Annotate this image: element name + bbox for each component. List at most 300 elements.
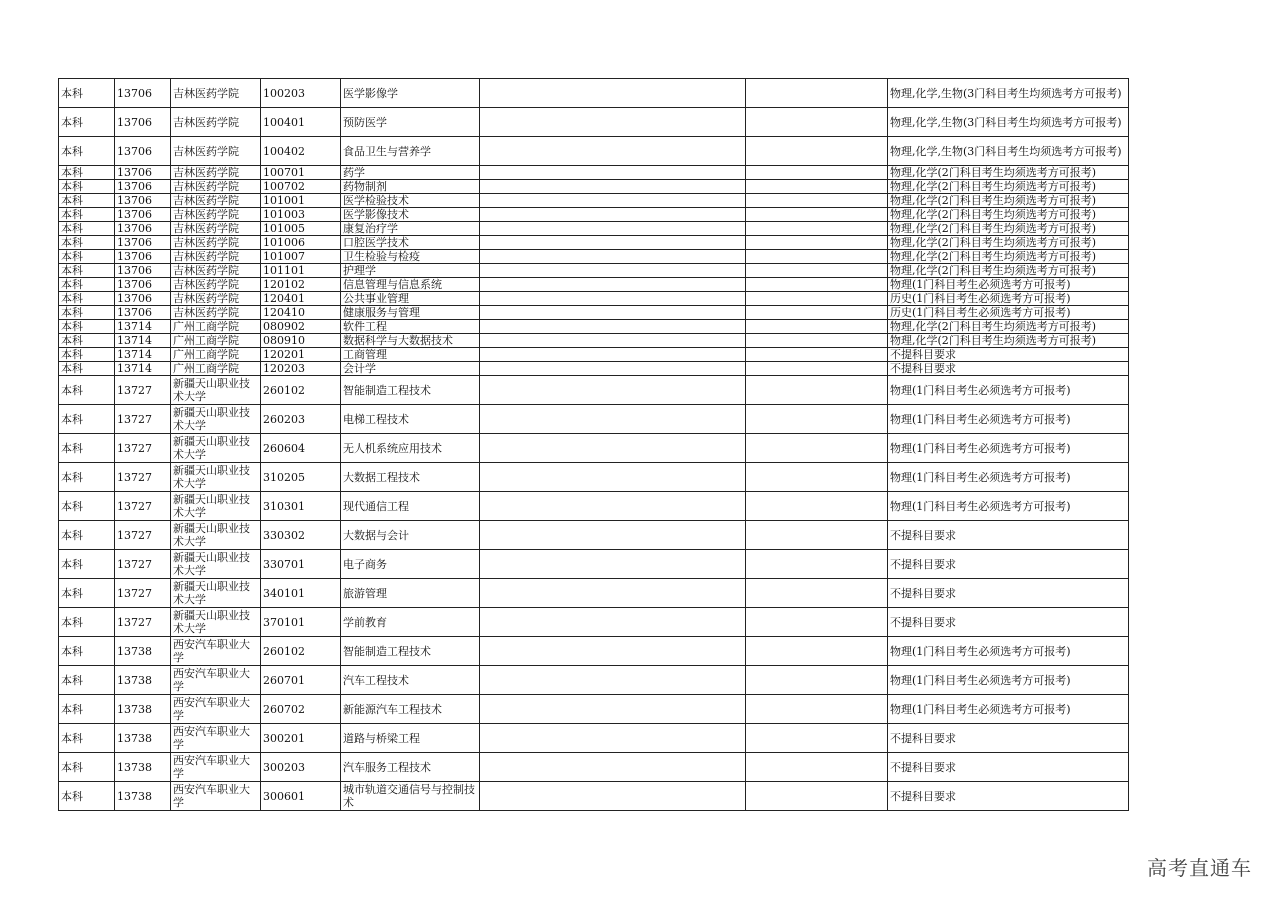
- school-name-cell: 西安汽车职业大学: [171, 782, 261, 811]
- remark-cell: [480, 724, 746, 753]
- table-row: [59, 292, 1129, 306]
- level-cell: 本科: [59, 362, 115, 376]
- major-code-cell: 310301: [261, 492, 341, 521]
- major-name-cell: 护理学: [341, 264, 480, 278]
- remark-cell: [480, 434, 746, 463]
- level-cell: 本科: [59, 782, 115, 811]
- school-code-cell: 13738: [115, 724, 171, 753]
- school-code-cell: 13727: [115, 550, 171, 579]
- school-code-cell: 13727: [115, 492, 171, 521]
- plan-cell: [746, 695, 888, 724]
- school-code-cell: 13714: [115, 320, 171, 334]
- school-code-cell: 13727: [115, 608, 171, 637]
- school-code-cell: 13706: [115, 264, 171, 278]
- major-code-cell: 300201: [261, 724, 341, 753]
- level-cell: 本科: [59, 405, 115, 434]
- plan-cell: [746, 236, 888, 250]
- school-code-cell: 13706: [115, 137, 171, 166]
- plan-cell: [746, 180, 888, 194]
- school-name-cell: 西安汽车职业大学: [171, 695, 261, 724]
- remark-cell: [480, 637, 746, 666]
- subject-requirement-cell: 物理,化学(2门科目考生均须选考方可报考): [888, 222, 1129, 236]
- remark-cell: [480, 463, 746, 492]
- subject-requirement-cell: 不提科目要求: [888, 782, 1129, 811]
- school-code-cell: 13706: [115, 166, 171, 180]
- subject-requirement-cell: 物理,化学(2门科目考生均须选考方可报考): [888, 334, 1129, 348]
- remark-cell: [480, 405, 746, 434]
- major-name-cell: 康复治疗学: [341, 222, 480, 236]
- remark-cell: [480, 194, 746, 208]
- major-code-cell: 120203: [261, 362, 341, 376]
- remark-cell: [480, 550, 746, 579]
- subject-requirement-cell: 物理,化学(2门科目考生均须选考方可报考): [888, 264, 1129, 278]
- plan-cell: [746, 637, 888, 666]
- remark-cell: [480, 579, 746, 608]
- subject-requirement-cell: 物理(1门科目考生必须选考方可报考): [888, 666, 1129, 695]
- major-code-cell: 260102: [261, 637, 341, 666]
- level-cell: 本科: [59, 521, 115, 550]
- school-name-cell: 广州工商学院: [171, 320, 261, 334]
- school-code-cell: 13727: [115, 376, 171, 405]
- remark-cell: [480, 348, 746, 362]
- subject-requirement-cell: 物理(1门科目考生必须选考方可报考): [888, 405, 1129, 434]
- level-cell: 本科: [59, 208, 115, 222]
- major-code-cell: 120410: [261, 306, 341, 320]
- plan-cell: [746, 79, 888, 108]
- school-name-cell: 西安汽车职业大学: [171, 753, 261, 782]
- subject-requirement-cell: 物理(1门科目考生必须选考方可报考): [888, 695, 1129, 724]
- school-code-cell: 13706: [115, 180, 171, 194]
- level-cell: 本科: [59, 434, 115, 463]
- major-name-cell: 电子商务: [341, 550, 480, 579]
- level-cell: 本科: [59, 222, 115, 236]
- subject-requirement-cell: 物理(1门科目考生必须选考方可报考): [888, 278, 1129, 292]
- school-name-cell: 西安汽车职业大学: [171, 724, 261, 753]
- major-code-cell: 100203: [261, 79, 341, 108]
- school-name-cell: 吉林医药学院: [171, 137, 261, 166]
- remark-cell: [480, 292, 746, 306]
- table-row: [59, 306, 1129, 320]
- major-code-cell: 080902: [261, 320, 341, 334]
- school-code-cell: 13738: [115, 782, 171, 811]
- major-code-cell: 300203: [261, 753, 341, 782]
- subject-requirement-cell: 不提科目要求: [888, 550, 1129, 579]
- school-name-cell: 新疆天山职业技术大学: [171, 521, 261, 550]
- enrollment-table: [58, 78, 1129, 811]
- plan-cell: [746, 463, 888, 492]
- remark-cell: [480, 278, 746, 292]
- major-name-cell: 汽车服务工程技术: [341, 753, 480, 782]
- table-row: [59, 208, 1129, 222]
- table-row: [59, 79, 1129, 108]
- subject-requirement-cell: 物理,化学(2门科目考生均须选考方可报考): [888, 236, 1129, 250]
- major-code-cell: 300601: [261, 782, 341, 811]
- major-code-cell: 120201: [261, 348, 341, 362]
- remark-cell: [480, 208, 746, 222]
- subject-requirement-cell: 历史(1门科目考生必须选考方可报考): [888, 292, 1129, 306]
- major-code-cell: 260203: [261, 405, 341, 434]
- table-row: [59, 222, 1129, 236]
- school-code-cell: 13706: [115, 292, 171, 306]
- major-code-cell: 120102: [261, 278, 341, 292]
- level-cell: 本科: [59, 166, 115, 180]
- table-body: [59, 79, 1129, 811]
- school-code-cell: 13706: [115, 222, 171, 236]
- school-code-cell: 13738: [115, 666, 171, 695]
- school-name-cell: 西安汽车职业大学: [171, 666, 261, 695]
- level-cell: 本科: [59, 753, 115, 782]
- table-row: [59, 334, 1129, 348]
- school-name-cell: 广州工商学院: [171, 334, 261, 348]
- table-row: [59, 695, 1129, 724]
- school-code-cell: 13727: [115, 463, 171, 492]
- level-cell: 本科: [59, 637, 115, 666]
- remark-cell: [480, 306, 746, 320]
- table-row: [59, 180, 1129, 194]
- table-row: [59, 320, 1129, 334]
- watermark-logo: 高考直通车: [1147, 856, 1252, 880]
- subject-requirement-cell: 不提科目要求: [888, 521, 1129, 550]
- remark-cell: [480, 521, 746, 550]
- school-name-cell: 新疆天山职业技术大学: [171, 434, 261, 463]
- school-name-cell: 新疆天山职业技术大学: [171, 376, 261, 405]
- plan-cell: [746, 492, 888, 521]
- major-code-cell: 370101: [261, 608, 341, 637]
- remark-cell: [480, 782, 746, 811]
- school-name-cell: 广州工商学院: [171, 362, 261, 376]
- school-code-cell: 13738: [115, 753, 171, 782]
- plan-cell: [746, 608, 888, 637]
- subject-requirement-cell: 不提科目要求: [888, 362, 1129, 376]
- level-cell: 本科: [59, 236, 115, 250]
- school-code-cell: 13727: [115, 521, 171, 550]
- table-row: [59, 579, 1129, 608]
- school-code-cell: 13706: [115, 306, 171, 320]
- school-name-cell: 新疆天山职业技术大学: [171, 463, 261, 492]
- subject-requirement-cell: 物理,化学(2门科目考生均须选考方可报考): [888, 180, 1129, 194]
- subject-requirement-cell: 物理,化学,生物(3门科目考生均须选考方可报考): [888, 137, 1129, 166]
- table-row: [59, 637, 1129, 666]
- level-cell: 本科: [59, 194, 115, 208]
- major-code-cell: 080910: [261, 334, 341, 348]
- major-code-cell: 101007: [261, 250, 341, 264]
- level-cell: 本科: [59, 348, 115, 362]
- table-row: [59, 724, 1129, 753]
- major-name-cell: 现代通信工程: [341, 492, 480, 521]
- major-name-cell: 医学影像学: [341, 79, 480, 108]
- table-row: [59, 405, 1129, 434]
- subject-requirement-cell: 物理,化学(2门科目考生均须选考方可报考): [888, 194, 1129, 208]
- remark-cell: [480, 492, 746, 521]
- plan-cell: [746, 334, 888, 348]
- level-cell: 本科: [59, 278, 115, 292]
- table-row: [59, 376, 1129, 405]
- level-cell: 本科: [59, 79, 115, 108]
- school-name-cell: 吉林医药学院: [171, 264, 261, 278]
- school-code-cell: 13706: [115, 79, 171, 108]
- table-row: [59, 753, 1129, 782]
- remark-cell: [480, 376, 746, 405]
- plan-cell: [746, 782, 888, 811]
- table-row: [59, 782, 1129, 811]
- school-code-cell: 13738: [115, 637, 171, 666]
- school-name-cell: 西安汽车职业大学: [171, 637, 261, 666]
- level-cell: 本科: [59, 108, 115, 137]
- level-cell: 本科: [59, 292, 115, 306]
- remark-cell: [480, 362, 746, 376]
- remark-cell: [480, 79, 746, 108]
- school-code-cell: 13714: [115, 362, 171, 376]
- remark-cell: [480, 222, 746, 236]
- major-name-cell: 口腔医学技术: [341, 236, 480, 250]
- major-name-cell: 无人机系统应用技术: [341, 434, 480, 463]
- school-name-cell: 吉林医药学院: [171, 166, 261, 180]
- plan-cell: [746, 250, 888, 264]
- school-code-cell: 13738: [115, 695, 171, 724]
- major-name-cell: 健康服务与管理: [341, 306, 480, 320]
- major-name-cell: 智能制造工程技术: [341, 376, 480, 405]
- plan-cell: [746, 579, 888, 608]
- major-code-cell: 260702: [261, 695, 341, 724]
- school-name-cell: 吉林医药学院: [171, 306, 261, 320]
- level-cell: 本科: [59, 376, 115, 405]
- plan-cell: [746, 521, 888, 550]
- plan-cell: [746, 405, 888, 434]
- subject-requirement-cell: 不提科目要求: [888, 753, 1129, 782]
- plan-cell: [746, 724, 888, 753]
- plan-cell: [746, 434, 888, 463]
- major-name-cell: 药物制剂: [341, 180, 480, 194]
- school-code-cell: 13714: [115, 348, 171, 362]
- school-name-cell: 吉林医药学院: [171, 278, 261, 292]
- level-cell: 本科: [59, 666, 115, 695]
- school-name-cell: 吉林医药学院: [171, 292, 261, 306]
- level-cell: 本科: [59, 334, 115, 348]
- table-row: [59, 521, 1129, 550]
- major-code-cell: 101006: [261, 236, 341, 250]
- major-name-cell: 医学检验技术: [341, 194, 480, 208]
- major-name-cell: 医学影像技术: [341, 208, 480, 222]
- remark-cell: [480, 608, 746, 637]
- school-name-cell: 新疆天山职业技术大学: [171, 492, 261, 521]
- major-code-cell: 340101: [261, 579, 341, 608]
- table-row: [59, 166, 1129, 180]
- school-code-cell: 13706: [115, 278, 171, 292]
- subject-requirement-cell: 物理(1门科目考生必须选考方可报考): [888, 492, 1129, 521]
- table-row: [59, 278, 1129, 292]
- plan-cell: [746, 264, 888, 278]
- table-row: [59, 108, 1129, 137]
- plan-cell: [746, 348, 888, 362]
- major-name-cell: 大数据工程技术: [341, 463, 480, 492]
- school-code-cell: 13714: [115, 334, 171, 348]
- school-name-cell: 吉林医药学院: [171, 194, 261, 208]
- remark-cell: [480, 334, 746, 348]
- plan-cell: [746, 320, 888, 334]
- subject-requirement-cell: 物理(1门科目考生必须选考方可报考): [888, 376, 1129, 405]
- subject-requirement-cell: 物理(1门科目考生必须选考方可报考): [888, 463, 1129, 492]
- school-code-cell: 13727: [115, 405, 171, 434]
- major-name-cell: 旅游管理: [341, 579, 480, 608]
- major-name-cell: 城市轨道交通信号与控制技术: [341, 782, 480, 811]
- plan-cell: [746, 376, 888, 405]
- plan-cell: [746, 550, 888, 579]
- major-name-cell: 药学: [341, 166, 480, 180]
- school-code-cell: 13727: [115, 434, 171, 463]
- school-code-cell: 13706: [115, 194, 171, 208]
- major-name-cell: 工商管理: [341, 348, 480, 362]
- level-cell: 本科: [59, 463, 115, 492]
- remark-cell: [480, 137, 746, 166]
- level-cell: 本科: [59, 579, 115, 608]
- remark-cell: [480, 264, 746, 278]
- remark-cell: [480, 180, 746, 194]
- subject-requirement-cell: 物理(1门科目考生必须选考方可报考): [888, 434, 1129, 463]
- major-name-cell: 道路与桥梁工程: [341, 724, 480, 753]
- subject-requirement-cell: 不提科目要求: [888, 348, 1129, 362]
- table-row: [59, 348, 1129, 362]
- major-name-cell: 大数据与会计: [341, 521, 480, 550]
- school-name-cell: 吉林医药学院: [171, 236, 261, 250]
- level-cell: 本科: [59, 695, 115, 724]
- major-code-cell: 100401: [261, 108, 341, 137]
- subject-requirement-cell: 历史(1门科目考生必须选考方可报考): [888, 306, 1129, 320]
- plan-cell: [746, 362, 888, 376]
- major-name-cell: 会计学: [341, 362, 480, 376]
- remark-cell: [480, 320, 746, 334]
- major-code-cell: 101003: [261, 208, 341, 222]
- level-cell: 本科: [59, 306, 115, 320]
- table-row: [59, 463, 1129, 492]
- school-code-cell: 13706: [115, 208, 171, 222]
- level-cell: 本科: [59, 264, 115, 278]
- plan-cell: [746, 166, 888, 180]
- plan-cell: [746, 306, 888, 320]
- school-name-cell: 新疆天山职业技术大学: [171, 608, 261, 637]
- subject-requirement-cell: 不提科目要求: [888, 724, 1129, 753]
- major-name-cell: 信息管理与信息系统: [341, 278, 480, 292]
- plan-cell: [746, 208, 888, 222]
- remark-cell: [480, 666, 746, 695]
- table-row: [59, 608, 1129, 637]
- school-code-cell: 13727: [115, 579, 171, 608]
- major-code-cell: 260102: [261, 376, 341, 405]
- major-code-cell: 260604: [261, 434, 341, 463]
- subject-requirement-cell: 物理,化学(2门科目考生均须选考方可报考): [888, 250, 1129, 264]
- subject-requirement-cell: 物理,化学(2门科目考生均须选考方可报考): [888, 320, 1129, 334]
- plan-cell: [746, 108, 888, 137]
- table-row: [59, 434, 1129, 463]
- school-code-cell: 13706: [115, 250, 171, 264]
- table-row: [59, 236, 1129, 250]
- major-code-cell: 100402: [261, 137, 341, 166]
- major-name-cell: 公共事业管理: [341, 292, 480, 306]
- plan-cell: [746, 194, 888, 208]
- subject-requirement-cell: 物理(1门科目考生必须选考方可报考): [888, 637, 1129, 666]
- remark-cell: [480, 250, 746, 264]
- level-cell: 本科: [59, 320, 115, 334]
- level-cell: 本科: [59, 492, 115, 521]
- level-cell: 本科: [59, 724, 115, 753]
- school-name-cell: 新疆天山职业技术大学: [171, 405, 261, 434]
- school-code-cell: 13706: [115, 108, 171, 137]
- level-cell: 本科: [59, 250, 115, 264]
- level-cell: 本科: [59, 137, 115, 166]
- subject-requirement-cell: 物理,化学,生物(3门科目考生均须选考方可报考): [888, 108, 1129, 137]
- school-name-cell: 吉林医药学院: [171, 250, 261, 264]
- school-name-cell: 新疆天山职业技术大学: [171, 550, 261, 579]
- major-code-cell: 101101: [261, 264, 341, 278]
- plan-cell: [746, 278, 888, 292]
- major-name-cell: 新能源汽车工程技术: [341, 695, 480, 724]
- major-name-cell: 汽车工程技术: [341, 666, 480, 695]
- subject-requirement-cell: 物理,化学(2门科目考生均须选考方可报考): [888, 208, 1129, 222]
- school-name-cell: 吉林医药学院: [171, 79, 261, 108]
- subject-requirement-cell: 不提科目要求: [888, 608, 1129, 637]
- major-code-cell: 260701: [261, 666, 341, 695]
- major-name-cell: 数据科学与大数据技术: [341, 334, 480, 348]
- major-name-cell: 智能制造工程技术: [341, 637, 480, 666]
- major-name-cell: 学前教育: [341, 608, 480, 637]
- plan-cell: [746, 753, 888, 782]
- major-code-cell: 330701: [261, 550, 341, 579]
- major-code-cell: 100701: [261, 166, 341, 180]
- plan-cell: [746, 137, 888, 166]
- level-cell: 本科: [59, 608, 115, 637]
- major-code-cell: 310205: [261, 463, 341, 492]
- school-name-cell: 吉林医药学院: [171, 208, 261, 222]
- remark-cell: [480, 236, 746, 250]
- plan-cell: [746, 222, 888, 236]
- major-name-cell: 食品卫生与营养学: [341, 137, 480, 166]
- major-name-cell: 卫生检验与检疫: [341, 250, 480, 264]
- level-cell: 本科: [59, 550, 115, 579]
- table-row: [59, 362, 1129, 376]
- school-name-cell: 新疆天山职业技术大学: [171, 579, 261, 608]
- table-row: [59, 137, 1129, 166]
- school-name-cell: 吉林医药学院: [171, 108, 261, 137]
- school-name-cell: 吉林医药学院: [171, 222, 261, 236]
- subject-requirement-cell: 物理,化学,生物(3门科目考生均须选考方可报考): [888, 79, 1129, 108]
- major-name-cell: 预防医学: [341, 108, 480, 137]
- table-row: [59, 250, 1129, 264]
- major-code-cell: 101005: [261, 222, 341, 236]
- table-row: [59, 550, 1129, 579]
- major-code-cell: 101001: [261, 194, 341, 208]
- remark-cell: [480, 166, 746, 180]
- table-row: [59, 666, 1129, 695]
- table-row: [59, 264, 1129, 278]
- remark-cell: [480, 753, 746, 782]
- table-row: [59, 492, 1129, 521]
- level-cell: 本科: [59, 180, 115, 194]
- table-row: [59, 194, 1129, 208]
- remark-cell: [480, 108, 746, 137]
- subject-requirement-cell: 不提科目要求: [888, 579, 1129, 608]
- major-name-cell: 电梯工程技术: [341, 405, 480, 434]
- school-name-cell: 吉林医药学院: [171, 180, 261, 194]
- major-name-cell: 软件工程: [341, 320, 480, 334]
- major-code-cell: 330302: [261, 521, 341, 550]
- plan-cell: [746, 292, 888, 306]
- school-name-cell: 广州工商学院: [171, 348, 261, 362]
- remark-cell: [480, 695, 746, 724]
- plan-cell: [746, 666, 888, 695]
- major-code-cell: 100702: [261, 180, 341, 194]
- school-code-cell: 13706: [115, 236, 171, 250]
- major-code-cell: 120401: [261, 292, 341, 306]
- subject-requirement-cell: 物理,化学(2门科目考生均须选考方可报考): [888, 166, 1129, 180]
